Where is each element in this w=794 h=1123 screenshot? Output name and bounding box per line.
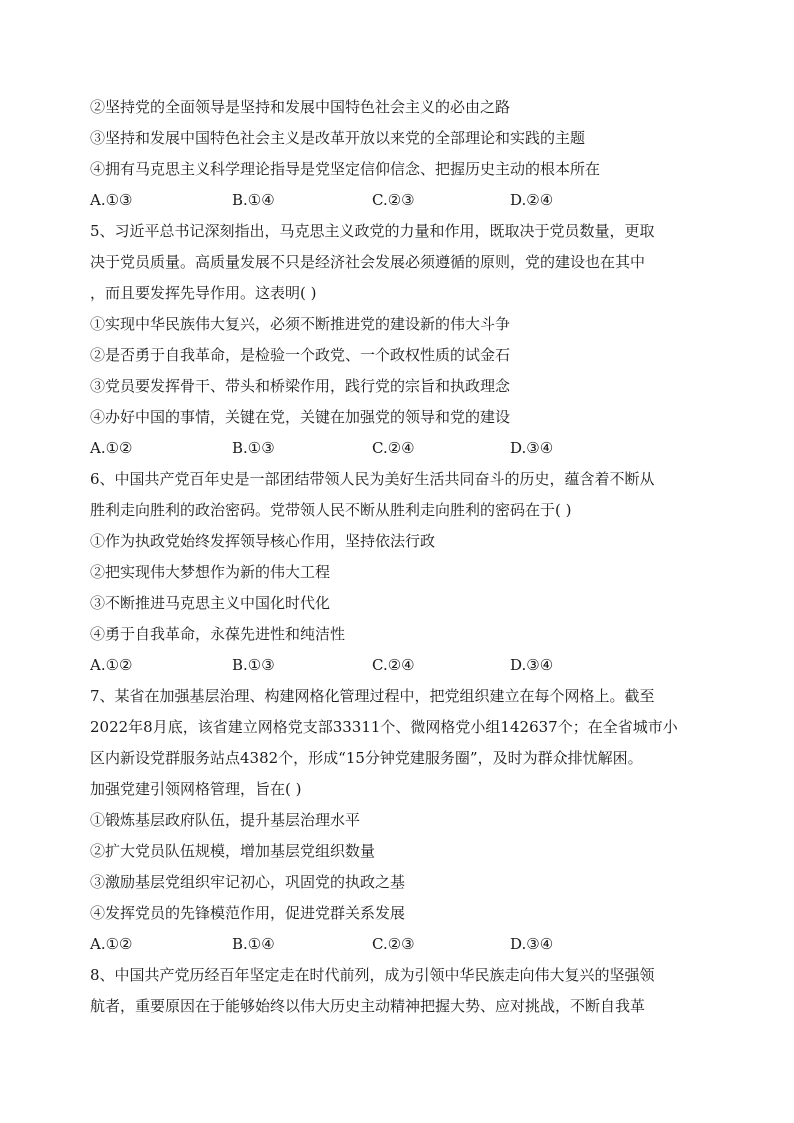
q5-statement-4: ④办好中国的事情，关键在党，关键在加强党的领导和党的建设	[90, 408, 511, 426]
q7-stem-line-4: 加强党建引领网格管理，旨在( )	[90, 780, 302, 798]
q5-options	[90, 438, 710, 460]
q4-option-b: B.①④	[232, 191, 275, 209]
q6-stem-line-2: 胜利走向胜利的政治密码。党带领人民不断从胜利走向胜利的密码在于( )	[90, 501, 572, 519]
q5-stem-line-2: 决于党员质量。高质量发展不只是经济社会发展必须遵循的原则，党的建设也在其中	[90, 253, 646, 271]
q6-option-c: C.②④	[372, 656, 415, 674]
q5-option-b: B.①③	[232, 439, 275, 457]
q6-statement-4: ④勇于自我革命，永葆先进性和纯洁性	[90, 625, 346, 643]
q7-options	[90, 934, 710, 956]
q7-option-b: B.①④	[232, 935, 275, 953]
q4-statement-3: ③坚持和发展中国特色社会主义是改革开放以来党的全部理论和实践的主题	[90, 129, 586, 147]
q8-stem-line-2: 航者，重要原因在于能够始终以伟大历史主动精神把握大势、应对挑战，不断自我革	[90, 997, 646, 1015]
q6-statement-2: ②把实现伟大梦想作为新的伟大工程	[90, 563, 331, 581]
q7-stem-line-2: 2022年8月底，该省建立网格党支部33311个、微网格党小组142637个；在全省城市小	[90, 718, 678, 736]
q6-option-a: A.①②	[90, 656, 133, 674]
q5-option-a: A.①②	[90, 439, 133, 457]
q5-statement-1: ①实现中华民族伟大复兴，必须不断推进党的建设新的伟大斗争	[90, 315, 511, 333]
q7-option-d: D.③④	[510, 935, 554, 953]
q5-stem-line-1: 5、习近平总书记深刻指出，马克思主义政党的力量和作用，既取决于党员数量，更取	[90, 222, 655, 240]
q5-option-d: D.③④	[510, 439, 554, 457]
q5-statement-3: ③党员要发挥骨干、带头和桥梁作用，践行党的宗旨和执政理念	[90, 377, 511, 395]
q6-stem-line-1: 6、中国共产党百年史是一部团结带领人民为美好生活共同奋斗的历史，蕴含着不断从	[90, 470, 655, 488]
q7-stem-line-3: 区内新设党群服务站点4382个，形成“15分钟党建服务圈”，及时为群众排忧解困。	[90, 749, 643, 767]
q7-statement-2: ②扩大党员队伍规模，增加基层党组织数量	[90, 842, 376, 860]
q7-option-a: A.①②	[90, 935, 133, 953]
q5-stem-line-3: ，而且要发挥先导作用。这表明( )	[90, 284, 317, 302]
q6-option-b: B.①③	[232, 656, 275, 674]
q7-statement-1: ①锻炼基层政府队伍，提升基层治理水平	[90, 811, 361, 829]
q4-option-d: D.②④	[510, 191, 554, 209]
q7-statement-3: ③激励基层党组织牢记初心，巩固党的执政之基	[90, 873, 406, 891]
q4-statement-2: ②坚持党的全面领导是坚持和发展中国特色社会主义的必由之路	[90, 98, 511, 116]
q4-option-a: A.①③	[90, 191, 133, 209]
q4-statement-4: ④拥有马克思主义科学理论指导是党坚定信仰信念、把握历史主动的根本所在	[90, 160, 601, 178]
q7-statement-4: ④发挥党员的先锋模范作用，促进党群关系发展	[90, 904, 406, 922]
q4-option-c: C.②③	[372, 191, 415, 209]
q4-options	[90, 190, 710, 212]
q5-option-c: C.②④	[372, 439, 415, 457]
q8-stem-line-1: 8、中国共产党历经百年坚定走在时代前列，成为引领中华民族走向伟大复兴的坚强领	[90, 966, 655, 984]
q6-statement-1: ①作为执政党始终发挥领导核心作用，坚持依法行政	[90, 532, 436, 550]
q6-options	[90, 655, 710, 677]
q6-option-d: D.③④	[510, 656, 554, 674]
q5-statement-2: ②是否勇于自我革命，是检验一个政党、一个政权性质的试金石	[90, 346, 511, 364]
q6-statement-3: ③不断推进马克思主义中国化时代化	[90, 594, 331, 612]
q7-option-c: C.②③	[372, 935, 415, 953]
q7-stem-line-1: 7、某省在加强基层治理、构建网格化管理过程中，把党组织建立在每个网格上。截至	[90, 687, 655, 705]
